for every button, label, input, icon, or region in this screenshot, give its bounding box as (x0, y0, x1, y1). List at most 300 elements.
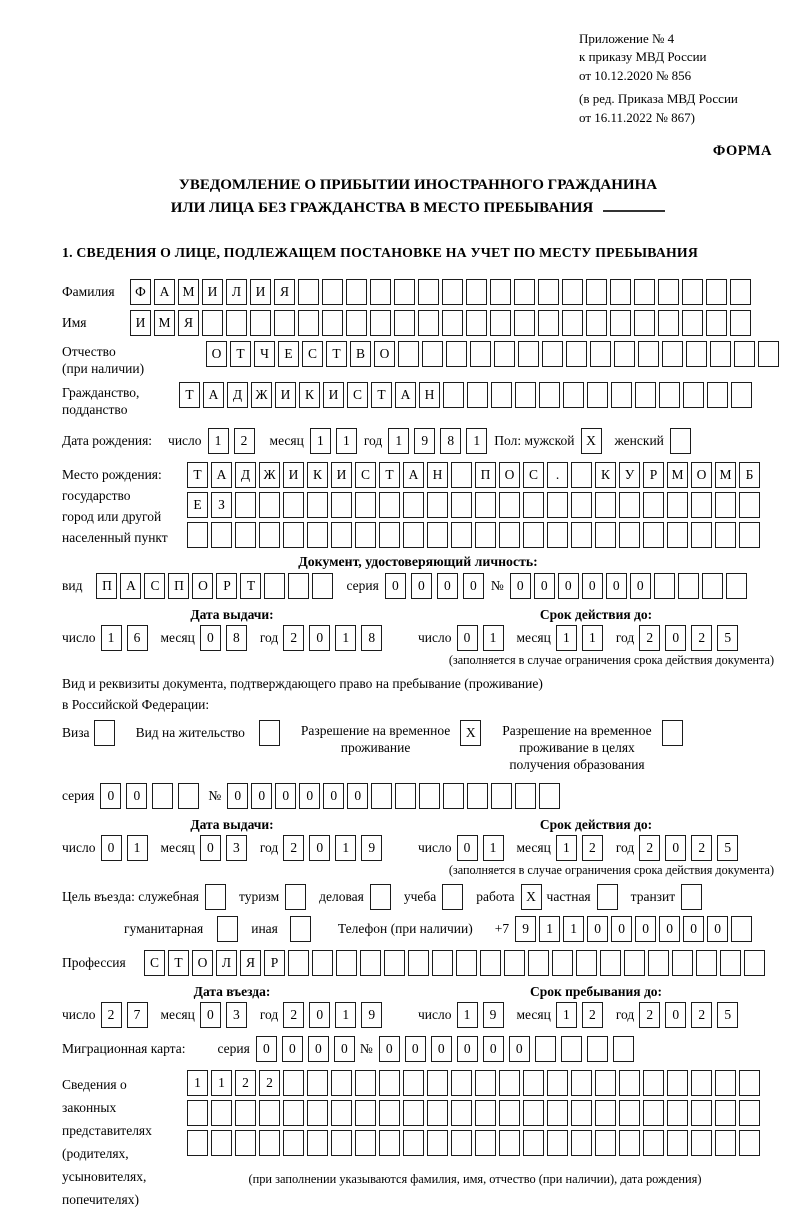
form-cell: 1 (208, 428, 229, 454)
form-cell: С (347, 382, 368, 408)
form-cell (211, 1130, 232, 1156)
birthplace-label-1: Место рождения: (62, 467, 162, 483)
form-cell (571, 492, 592, 518)
form-cell (643, 492, 664, 518)
form-cell (586, 310, 607, 336)
form-cell (744, 950, 765, 976)
form-cell: 0 (534, 573, 555, 599)
form-cell (667, 1070, 688, 1096)
form-cell: И (250, 279, 271, 305)
study-label: учеба (403, 889, 437, 905)
form-cell (678, 573, 699, 599)
iddoc-dates-row (62, 607, 774, 668)
representatives-row (62, 1070, 774, 1211)
form-cell (259, 522, 280, 548)
form-cell: 1 (457, 1002, 478, 1028)
form-cell (504, 950, 525, 976)
permit-valid-day-cells (457, 835, 509, 861)
form-cell: М (178, 279, 199, 305)
form-cell (307, 1130, 328, 1156)
year-label: год (363, 433, 383, 449)
form-cell (307, 1100, 328, 1126)
form-cell: 0 (582, 573, 603, 599)
form-cell: А (211, 462, 232, 488)
form-cell: 9 (414, 428, 435, 454)
stay-year-cells (639, 1002, 743, 1028)
citizenship-label-1: Гражданство, (62, 385, 140, 401)
form-cell (706, 310, 727, 336)
surname-row (62, 279, 774, 305)
form-cell: А (120, 573, 141, 599)
form-cell: 0 (379, 1036, 400, 1062)
form-cell (595, 522, 616, 548)
form-cell (499, 1100, 520, 1126)
form-cell (451, 492, 472, 518)
form-cell (235, 492, 256, 518)
form-cell (528, 950, 549, 976)
form-cell (523, 522, 544, 548)
form-cell (355, 1130, 376, 1156)
form-cell (384, 950, 405, 976)
form-cell: 6 (127, 625, 148, 651)
form-cell: Б (739, 462, 760, 488)
form-cell: 2 (259, 1070, 280, 1096)
sex-male-checkbox (581, 428, 605, 454)
form-cell (360, 950, 381, 976)
form-cell (547, 522, 568, 548)
permit-checkbox-row (62, 720, 774, 773)
form-cell (370, 310, 391, 336)
form-cell (670, 428, 691, 454)
form-cell: 9 (515, 916, 536, 942)
form-cell: 8 (226, 625, 247, 651)
form-cell (731, 916, 752, 942)
form-cell (187, 1100, 208, 1126)
form-cell (538, 310, 559, 336)
form-cell (691, 1100, 712, 1126)
temp-residence-checkbox (460, 720, 484, 746)
temp-residence-label (301, 720, 450, 756)
entry-date-col (62, 984, 402, 1028)
birthplace-row (62, 462, 774, 552)
form-cell (379, 1130, 400, 1156)
form-cell: 0 (275, 783, 296, 809)
form-cell (720, 950, 741, 976)
form-cell (403, 492, 424, 518)
form-cell: 0 (606, 573, 627, 599)
form-cell (205, 884, 226, 910)
form-cell: К (299, 382, 320, 408)
title-line-1: УВЕДОМЛЕНИЕ О ПРИБЫТИИ ИНОСТРАННОГО ГРАЖДАНИНА (178, 177, 658, 194)
form-cell (638, 341, 659, 367)
form-cell (681, 884, 702, 910)
permit-issue-month-cells (200, 835, 252, 861)
form-cell (370, 279, 391, 305)
iddoc-issue-day-cells (101, 625, 153, 651)
form-cell (379, 522, 400, 548)
form-cell: 2 (639, 1002, 660, 1028)
form-cell (451, 522, 472, 548)
form-cell (307, 522, 328, 548)
form-cell (643, 1130, 664, 1156)
migcard-number-label: № (359, 1041, 373, 1057)
stay-month-cells (556, 1002, 608, 1028)
reps-label-2: законных (62, 1100, 117, 1116)
form-cell: К (307, 462, 328, 488)
form-cell (595, 1070, 616, 1096)
form-cell (475, 522, 496, 548)
purpose-other-checkbox (290, 916, 314, 942)
birthplace-cells-row1 (187, 462, 763, 488)
purpose-private-checkbox (597, 884, 621, 910)
form-cell (331, 1100, 352, 1126)
form-cell: 0 (659, 916, 680, 942)
private-label: частная (546, 889, 591, 905)
form-cell (515, 783, 536, 809)
form-cell (283, 1130, 304, 1156)
form-cell: И (202, 279, 223, 305)
form-cell (259, 492, 280, 518)
form-cell (515, 382, 536, 408)
form-cell (491, 382, 512, 408)
business-label: деловая (319, 889, 364, 905)
firstname-row (62, 310, 774, 336)
header-note-line: к приказу МВД России (579, 49, 707, 65)
form-cell: Ч (254, 341, 275, 367)
reps-cells-row2 (187, 1100, 763, 1126)
header-note-line: от 10.12.2020 № 856 (579, 67, 692, 83)
form-cell (152, 783, 173, 809)
birth-year-cells (388, 428, 492, 454)
reps-label-3: представителях (62, 1123, 152, 1139)
permit-issue-day-cells (101, 835, 153, 861)
form-cell (202, 310, 223, 336)
form-cell (288, 950, 309, 976)
form-cell (307, 492, 328, 518)
form-cell: 0 (309, 625, 330, 651)
form-cell: 0 (431, 1036, 452, 1062)
form-cell: 5 (717, 1002, 738, 1028)
form-cell: 0 (385, 573, 406, 599)
form-cell: А (395, 382, 416, 408)
form-cell (610, 279, 631, 305)
form-cell: 0 (683, 916, 704, 942)
form-cell (371, 783, 392, 809)
day-label: число (62, 1007, 96, 1023)
birthdate-label: Дата рождения: (62, 433, 153, 449)
form-cell (547, 1100, 568, 1126)
reps-cells-row1 (187, 1070, 763, 1096)
form-cell (696, 950, 717, 976)
form-cell (523, 1130, 544, 1156)
form-cell (394, 310, 415, 336)
form-cell (217, 916, 238, 942)
form-cell (707, 382, 728, 408)
permit-valid-col (418, 817, 774, 878)
migcard-series-cells (256, 1036, 360, 1062)
reps-label-1: Сведения о (62, 1077, 127, 1093)
form-cell (494, 341, 515, 367)
form-cell: Л (226, 279, 247, 305)
form-cell (523, 492, 544, 518)
permit-valid-heading: Срок действия до: (539, 817, 653, 833)
stay-day-cells (457, 1002, 509, 1028)
form-cell: 1 (187, 1070, 208, 1096)
year-label: год (615, 1007, 635, 1023)
form-cell (94, 720, 115, 746)
form-cell (610, 310, 631, 336)
form-cell: Т (240, 573, 261, 599)
birth-day-cells (208, 428, 260, 454)
form-cell (283, 1100, 304, 1126)
purpose-transit-checkbox (681, 884, 705, 910)
form-cell: 1 (388, 428, 409, 454)
iddoc-valid-col (418, 607, 774, 668)
form-cell: 0 (299, 783, 320, 809)
form-cell (715, 1100, 736, 1126)
form-cell (635, 382, 656, 408)
entry-month-cells (200, 1002, 252, 1028)
purpose-tourism-checkbox (285, 884, 309, 910)
form-cell: 0 (308, 1036, 329, 1062)
form-cell (475, 1070, 496, 1096)
form-cell: Е (187, 492, 208, 518)
iddoc-issue-col (62, 607, 402, 668)
form-cell: 0 (509, 1036, 530, 1062)
form-cell (307, 1070, 328, 1096)
representatives-note: (при заполнении указываются фамилия, имя, отчество (при наличии), дата рождения) (248, 1172, 702, 1187)
form-cell (739, 492, 760, 518)
form-cell: 9 (483, 1002, 504, 1028)
form-cell: У (619, 462, 640, 488)
birthplace-cells-row2 (187, 492, 763, 518)
form-cell (322, 279, 343, 305)
firstname-cells (130, 310, 754, 336)
form-cell: 0 (256, 1036, 277, 1062)
entry-dates-row (62, 984, 774, 1028)
form-cell: 1 (127, 835, 148, 861)
form-cell: 0 (126, 783, 147, 809)
form-cell: 0 (411, 573, 432, 599)
form-cell (566, 341, 587, 367)
title-underline (603, 210, 665, 212)
form-cell (274, 310, 295, 336)
profession-label: Профессия (62, 955, 126, 971)
section-1-heading: 1. СВЕДЕНИЯ О ЛИЦЕ, ПОДЛЕЖАЩЕМ ПОСТАНОВКЕ НА УЧЕТ ПО МЕСТУ ПРЕБЫВАНИЯ (62, 245, 699, 261)
form-cell (467, 382, 488, 408)
form-cell (490, 310, 511, 336)
form-cell (312, 573, 333, 599)
form-cell (403, 1070, 424, 1096)
reps-label-4: (родителях, (62, 1146, 129, 1162)
form-cell: С (144, 950, 165, 976)
form-cell (667, 1100, 688, 1126)
tourism-label: туризм (239, 889, 280, 905)
form-cell (395, 783, 416, 809)
month-label: месяц (160, 630, 195, 646)
permit-number-cells (227, 783, 563, 809)
form-cell: 0 (227, 783, 248, 809)
form-cell: М (154, 310, 175, 336)
form-cell (619, 492, 640, 518)
entry-year-cells (283, 1002, 387, 1028)
form-cell (683, 382, 704, 408)
form-cell (539, 783, 560, 809)
patronymic-label (62, 341, 206, 377)
form-cell: И (331, 462, 352, 488)
form-cell: 0 (437, 573, 458, 599)
form-cell (178, 783, 199, 809)
form-cell (600, 950, 621, 976)
form-cell (499, 522, 520, 548)
year-label: год (259, 630, 279, 646)
form-cell (571, 1100, 592, 1126)
form-cell (451, 462, 472, 488)
form-cell (654, 573, 675, 599)
form-cell (443, 382, 464, 408)
form-cell (475, 492, 496, 518)
birthplace-label-2: государство (62, 488, 131, 504)
form-cell (427, 522, 448, 548)
form-cell (499, 1070, 520, 1096)
form-cell: 0 (611, 916, 632, 942)
form-cell (355, 522, 376, 548)
form-cell: К (595, 462, 616, 488)
form-cell: 1 (211, 1070, 232, 1096)
month-label: месяц (269, 433, 304, 449)
restriction-note: (заполняется в случае ограничения срока действия документа) (448, 863, 774, 878)
restriction-note: (заполняется в случае ограничения срока действия документа) (448, 653, 774, 668)
form-cell (658, 279, 679, 305)
form-cell: 0 (251, 783, 272, 809)
form-cell (446, 341, 467, 367)
temp-residence-item (301, 720, 484, 756)
sex-female-label: женский (614, 433, 664, 449)
form-cell: 5 (717, 625, 738, 651)
form-cell (686, 341, 707, 367)
form-cell (586, 279, 607, 305)
form-cell: Т (179, 382, 200, 408)
form-cell: Р (264, 950, 285, 976)
year-label: год (615, 840, 635, 856)
form-cell (634, 310, 655, 336)
form-cell (518, 341, 539, 367)
month-label: месяц (160, 840, 195, 856)
form-cell (538, 279, 559, 305)
form-cell (542, 341, 563, 367)
form-cell (619, 522, 640, 548)
form-cell (456, 950, 477, 976)
permit-number-label: № (208, 788, 222, 804)
form-cell: П (168, 573, 189, 599)
form-cell (702, 573, 723, 599)
form-cell (379, 492, 400, 518)
form-cell: 0 (457, 1036, 478, 1062)
profession-cells (144, 950, 768, 976)
form-cell (499, 492, 520, 518)
month-label: месяц (516, 630, 551, 646)
form-cell: 0 (665, 625, 686, 651)
form-cell: И (323, 382, 344, 408)
form-cell (442, 310, 463, 336)
form-cell (331, 492, 352, 518)
title-line-2-wrap (62, 197, 774, 220)
representatives-label (62, 1070, 187, 1211)
reps-cells-row3 (187, 1130, 763, 1156)
iddoc-row (62, 573, 774, 599)
form-cell (418, 310, 439, 336)
form-cell: Т (371, 382, 392, 408)
form-cell (442, 884, 463, 910)
form-cell: 2 (234, 428, 255, 454)
month-label: месяц (516, 1007, 551, 1023)
form-cell (250, 310, 271, 336)
form-cell (331, 1130, 352, 1156)
birthplace-cells-stack (187, 462, 763, 552)
form-cell (442, 279, 463, 305)
form-cell: 0 (707, 916, 728, 942)
form-cell (547, 492, 568, 518)
form-cell (235, 1100, 256, 1126)
form-cell (379, 1070, 400, 1096)
iddoc-issue-year-cells (283, 625, 387, 651)
form-cell (491, 783, 512, 809)
form-cell (427, 492, 448, 518)
form-cell: 0 (347, 783, 368, 809)
form-cell: 7 (127, 1002, 148, 1028)
entry-date-heading: Дата въезда: (193, 984, 271, 1000)
form-cell (283, 522, 304, 548)
form-cell: Я (178, 310, 199, 336)
form-cell (467, 783, 488, 809)
form-cell (706, 279, 727, 305)
iddoc-number-label: № (490, 578, 504, 594)
form-cell: 0 (630, 573, 651, 599)
form-cell: 2 (582, 835, 603, 861)
form-cell (726, 573, 747, 599)
form-cell: Я (274, 279, 295, 305)
form-cell: 1 (556, 1002, 577, 1028)
edu-residence-label-1: Разрешение на временное (502, 723, 652, 739)
form-cell: М (667, 462, 688, 488)
iddoc-valid-year-cells (639, 625, 743, 651)
form-cell (470, 341, 491, 367)
form-cell: М (715, 462, 736, 488)
form-cell (288, 573, 309, 599)
form-cell: 1 (335, 835, 356, 861)
form-cell: Е (278, 341, 299, 367)
patronymic-row (62, 341, 774, 377)
surname-label: Фамилия (62, 284, 115, 300)
birthplace-label (62, 462, 187, 548)
iddoc-valid-month-cells (556, 625, 608, 651)
form-cell (235, 522, 256, 548)
form-cell (662, 341, 683, 367)
day-label: число (418, 1007, 452, 1023)
form-cell: 9 (361, 1002, 382, 1028)
form-cell (490, 279, 511, 305)
permit-issue-line (62, 835, 402, 861)
permit-valid-month-cells (556, 835, 608, 861)
year-label: год (259, 1007, 279, 1023)
reps-label-6: попечителях) (62, 1192, 139, 1208)
form-cell (298, 279, 319, 305)
form-cell: Р (216, 573, 237, 599)
form-cell: 2 (691, 835, 712, 861)
iddoc-series-label: серия (346, 578, 379, 594)
day-label: число (62, 630, 96, 646)
permit-series-cells (100, 783, 204, 809)
